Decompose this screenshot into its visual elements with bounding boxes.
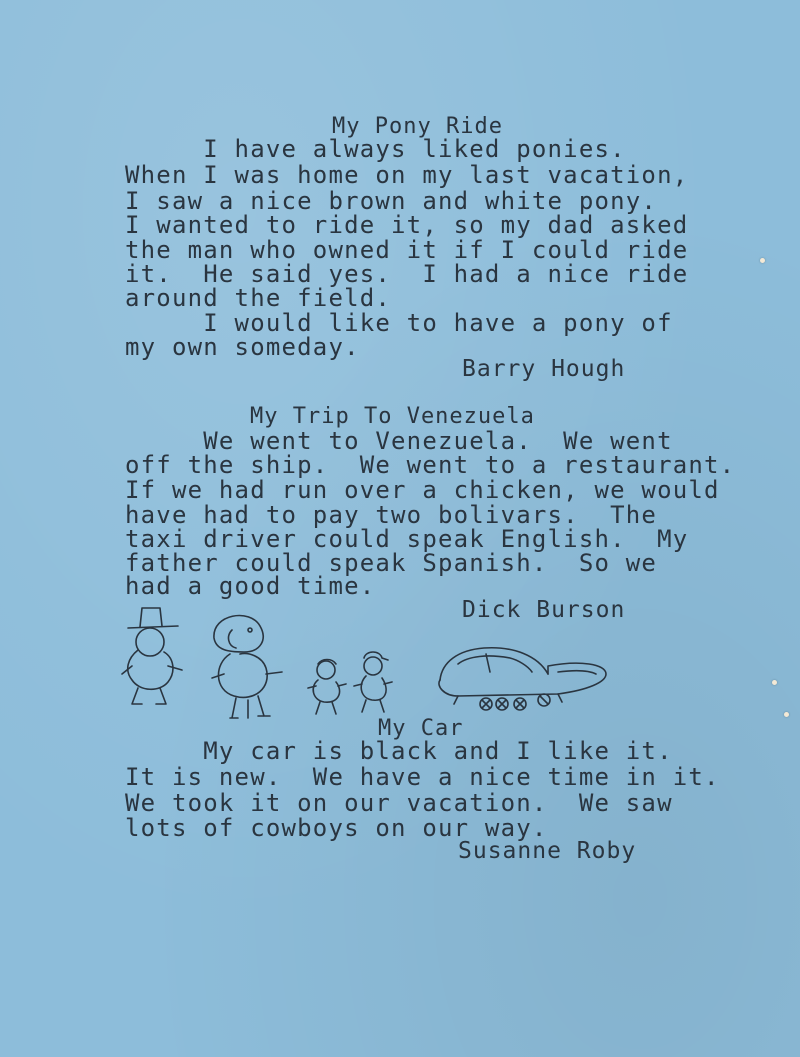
story-2-title: My Trip To Venezuela — [250, 404, 535, 429]
story-1-line: When I was home on my last vacation, — [125, 161, 689, 189]
paper-speck — [760, 258, 765, 263]
story-3-title: My Car — [378, 716, 464, 741]
paper-speck — [784, 712, 789, 717]
story-2-line: taxi driver could speak English. My — [125, 525, 689, 553]
story-1-title: My Pony Ride — [332, 114, 503, 139]
story-3-author: Susanne Roby — [458, 838, 637, 864]
story-2-author: Dick Burson — [462, 597, 626, 623]
story-2-line: off the ship. We went to a restaurant. — [125, 451, 736, 479]
story-2-line: had a good time. — [125, 572, 376, 600]
story-1-line: it. He said yes. I had a nice ride — [125, 260, 689, 288]
story-2-line: father could speak Spanish. So we — [125, 549, 658, 577]
story-1-line: I have always liked ponies. — [125, 135, 626, 163]
children-and-car-drawing-icon — [118, 600, 618, 725]
story-1-author: Barry Hough — [462, 356, 626, 382]
paper-speck — [772, 680, 777, 685]
story-1-line: my own someday. — [125, 333, 360, 361]
story-3-line: We took it on our vacation. We saw — [125, 789, 673, 817]
story-2-line: We went to Venezuela. We went — [125, 427, 673, 455]
story-1-line: the man who owned it if I could ride — [125, 236, 689, 264]
story-2-line: have had to pay two bolivars. The — [125, 501, 658, 529]
story-2-line: If we had run over a chicken, we would — [125, 476, 720, 504]
story-3-line: My car is black and I like it. — [125, 737, 673, 765]
story-1-line: I would like to have a pony of — [125, 309, 673, 337]
story-1-line: around the field. — [125, 284, 392, 312]
story-1-line: I saw a nice brown and white pony. — [125, 187, 658, 215]
story-3-line: lots of cowboys on our way. — [125, 814, 548, 842]
story-3-line: It is new. We have a nice time in it. — [125, 763, 720, 791]
story-1-line: I wanted to ride it, so my dad asked — [125, 211, 689, 239]
